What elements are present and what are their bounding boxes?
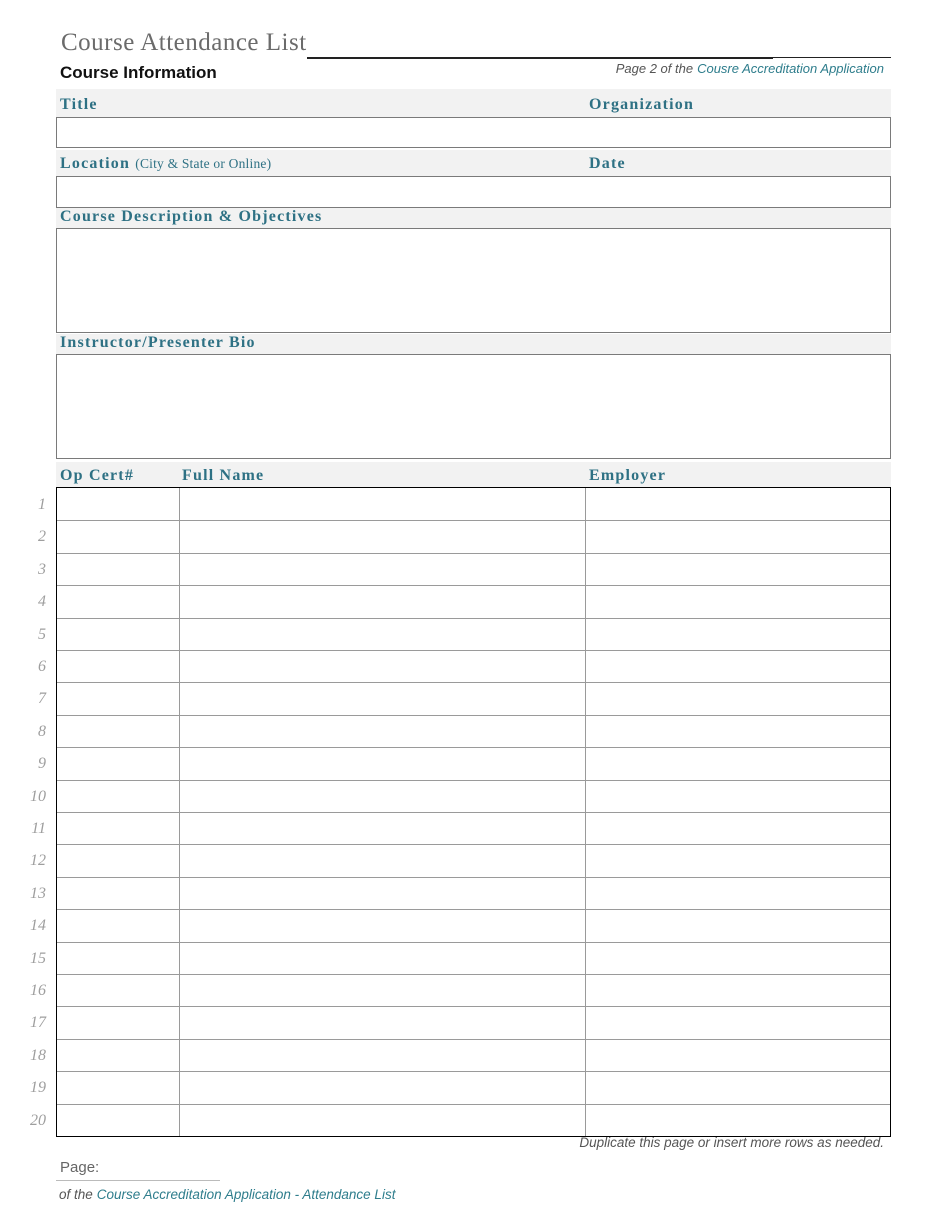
employer-cell[interactable]	[586, 748, 890, 778]
description-field[interactable]	[56, 228, 891, 333]
op-cert-cell[interactable]	[57, 554, 179, 584]
op-cert-cell[interactable]	[57, 521, 179, 551]
row-number: 2	[38, 528, 46, 545]
row-number: 9	[38, 755, 46, 772]
full-name-cell[interactable]	[180, 813, 585, 843]
full-name-cell[interactable]	[180, 489, 585, 519]
page-ref-link[interactable]: Cousre Accreditation Application	[697, 61, 884, 76]
row-number: 11	[31, 820, 46, 837]
op-cert-cell[interactable]	[57, 1105, 179, 1135]
full-name-cell[interactable]	[180, 845, 585, 875]
full-name-cell[interactable]	[180, 1105, 585, 1135]
row-number: 3	[38, 561, 46, 578]
employer-cell[interactable]	[586, 1072, 890, 1102]
op-cert-cell[interactable]	[57, 1007, 179, 1037]
employer-cell[interactable]	[586, 1040, 890, 1070]
location-hint: (City & State or Online)	[135, 156, 272, 171]
full-name-cell[interactable]	[180, 943, 585, 973]
label-band-bio	[56, 334, 891, 354]
description-label: Course Description & Objectives	[60, 208, 323, 225]
op-cert-cell[interactable]	[57, 619, 179, 649]
duplicate-note: Duplicate this page or insert more rows as needed.	[579, 1135, 884, 1150]
full-name-cell[interactable]	[180, 1072, 585, 1102]
employer-cell[interactable]	[586, 1007, 890, 1037]
row-number: 10	[30, 788, 46, 805]
attendance-table	[56, 487, 891, 1137]
op-cert-cell[interactable]	[57, 651, 179, 681]
full-name-cell[interactable]	[180, 683, 585, 713]
page-number-label: Page:	[60, 1159, 100, 1176]
full-name-cell[interactable]	[180, 619, 585, 649]
op-cert-cell[interactable]	[57, 489, 179, 519]
full-name-cell[interactable]	[180, 716, 585, 746]
full-name-cell[interactable]	[180, 1007, 585, 1037]
row-number: 1	[38, 496, 46, 513]
employer-cell[interactable]	[586, 683, 890, 713]
op-cert-cell[interactable]	[57, 943, 179, 973]
full-name-cell[interactable]	[180, 910, 585, 940]
row-number: 5	[38, 626, 46, 643]
full-name-cell[interactable]	[180, 975, 585, 1005]
employer-cell[interactable]	[586, 619, 890, 649]
op-cert-cell[interactable]	[57, 1072, 179, 1102]
employer-cell[interactable]	[586, 586, 890, 616]
row-number: 20	[30, 1112, 46, 1129]
employer-cell[interactable]	[586, 910, 890, 940]
title-label: Title	[60, 96, 98, 113]
table-header	[56, 462, 891, 487]
row-number: 15	[30, 950, 46, 967]
page-reference	[616, 61, 884, 76]
row-number: 7	[38, 690, 46, 707]
row-number: 8	[38, 723, 46, 740]
footer-reference	[59, 1187, 395, 1202]
page-ref-prefix: Page 2 of the	[615, 61, 694, 76]
employer-cell[interactable]	[586, 1105, 890, 1135]
op-cert-cell[interactable]	[57, 878, 179, 908]
op-cert-cell[interactable]	[57, 716, 179, 746]
op-cert-cell[interactable]	[57, 781, 179, 811]
column-header-full-name: Full Name	[182, 467, 265, 484]
employer-cell[interactable]	[586, 781, 890, 811]
label-band-title	[56, 89, 891, 117]
row-number: 14	[30, 917, 46, 934]
employer-cell[interactable]	[586, 943, 890, 973]
employer-cell[interactable]	[586, 716, 890, 746]
label-band-description	[56, 208, 891, 228]
row-number: 17	[30, 1014, 46, 1031]
op-cert-cell[interactable]	[57, 975, 179, 1005]
row-number: 16	[30, 982, 46, 999]
op-cert-cell[interactable]	[57, 683, 179, 713]
full-name-cell[interactable]	[180, 554, 585, 584]
op-cert-cell[interactable]	[57, 813, 179, 843]
op-cert-cell[interactable]	[57, 748, 179, 778]
footer-of-prefix: of the	[59, 1187, 93, 1202]
location-date-field[interactable]	[56, 176, 891, 208]
row-number-column	[0, 487, 56, 1135]
title-rule-secondary	[307, 58, 773, 59]
op-cert-cell[interactable]	[57, 910, 179, 940]
full-name-cell[interactable]	[180, 586, 585, 616]
employer-cell[interactable]	[586, 845, 890, 875]
employer-cell[interactable]	[586, 489, 890, 519]
row-number: 13	[30, 885, 46, 902]
date-label: Date	[589, 155, 626, 172]
bio-field[interactable]	[56, 354, 891, 459]
footer-of-link[interactable]: Course Accreditation Application - Attendance List	[96, 1187, 396, 1202]
row-number: 6	[38, 658, 46, 675]
employer-cell[interactable]	[586, 554, 890, 584]
column-header-op-cert: Op Cert#	[60, 467, 135, 484]
title-organization-field[interactable]	[56, 117, 891, 148]
row-number: 4	[38, 593, 46, 610]
full-name-cell[interactable]	[180, 878, 585, 908]
organization-label: Organization	[589, 96, 695, 113]
full-name-cell[interactable]	[180, 748, 585, 778]
column-header-employer: Employer	[589, 467, 667, 484]
location-label: Location	[60, 155, 131, 172]
location-label-group	[60, 155, 271, 173]
label-band-location	[56, 150, 891, 176]
row-number: 12	[30, 852, 46, 869]
op-cert-cell[interactable]	[57, 586, 179, 616]
employer-cell[interactable]	[586, 975, 890, 1005]
page-title: Course Attendance List	[61, 29, 307, 56]
employer-cell[interactable]	[586, 813, 890, 843]
bio-label: Instructor/Presenter Bio	[60, 334, 256, 351]
full-name-cell[interactable]	[180, 521, 585, 551]
row-number: 18	[30, 1047, 46, 1064]
full-name-cell[interactable]	[180, 781, 585, 811]
section-heading: Course Information	[60, 63, 217, 82]
employer-cell[interactable]	[586, 521, 890, 551]
row-number: 19	[30, 1079, 46, 1096]
full-name-cell[interactable]	[180, 651, 585, 681]
op-cert-cell[interactable]	[57, 845, 179, 875]
page-number-field[interactable]	[56, 1180, 220, 1181]
employer-cell[interactable]	[586, 878, 890, 908]
employer-cell[interactable]	[586, 651, 890, 681]
full-name-cell[interactable]	[180, 1040, 585, 1070]
op-cert-cell[interactable]	[57, 1040, 179, 1070]
